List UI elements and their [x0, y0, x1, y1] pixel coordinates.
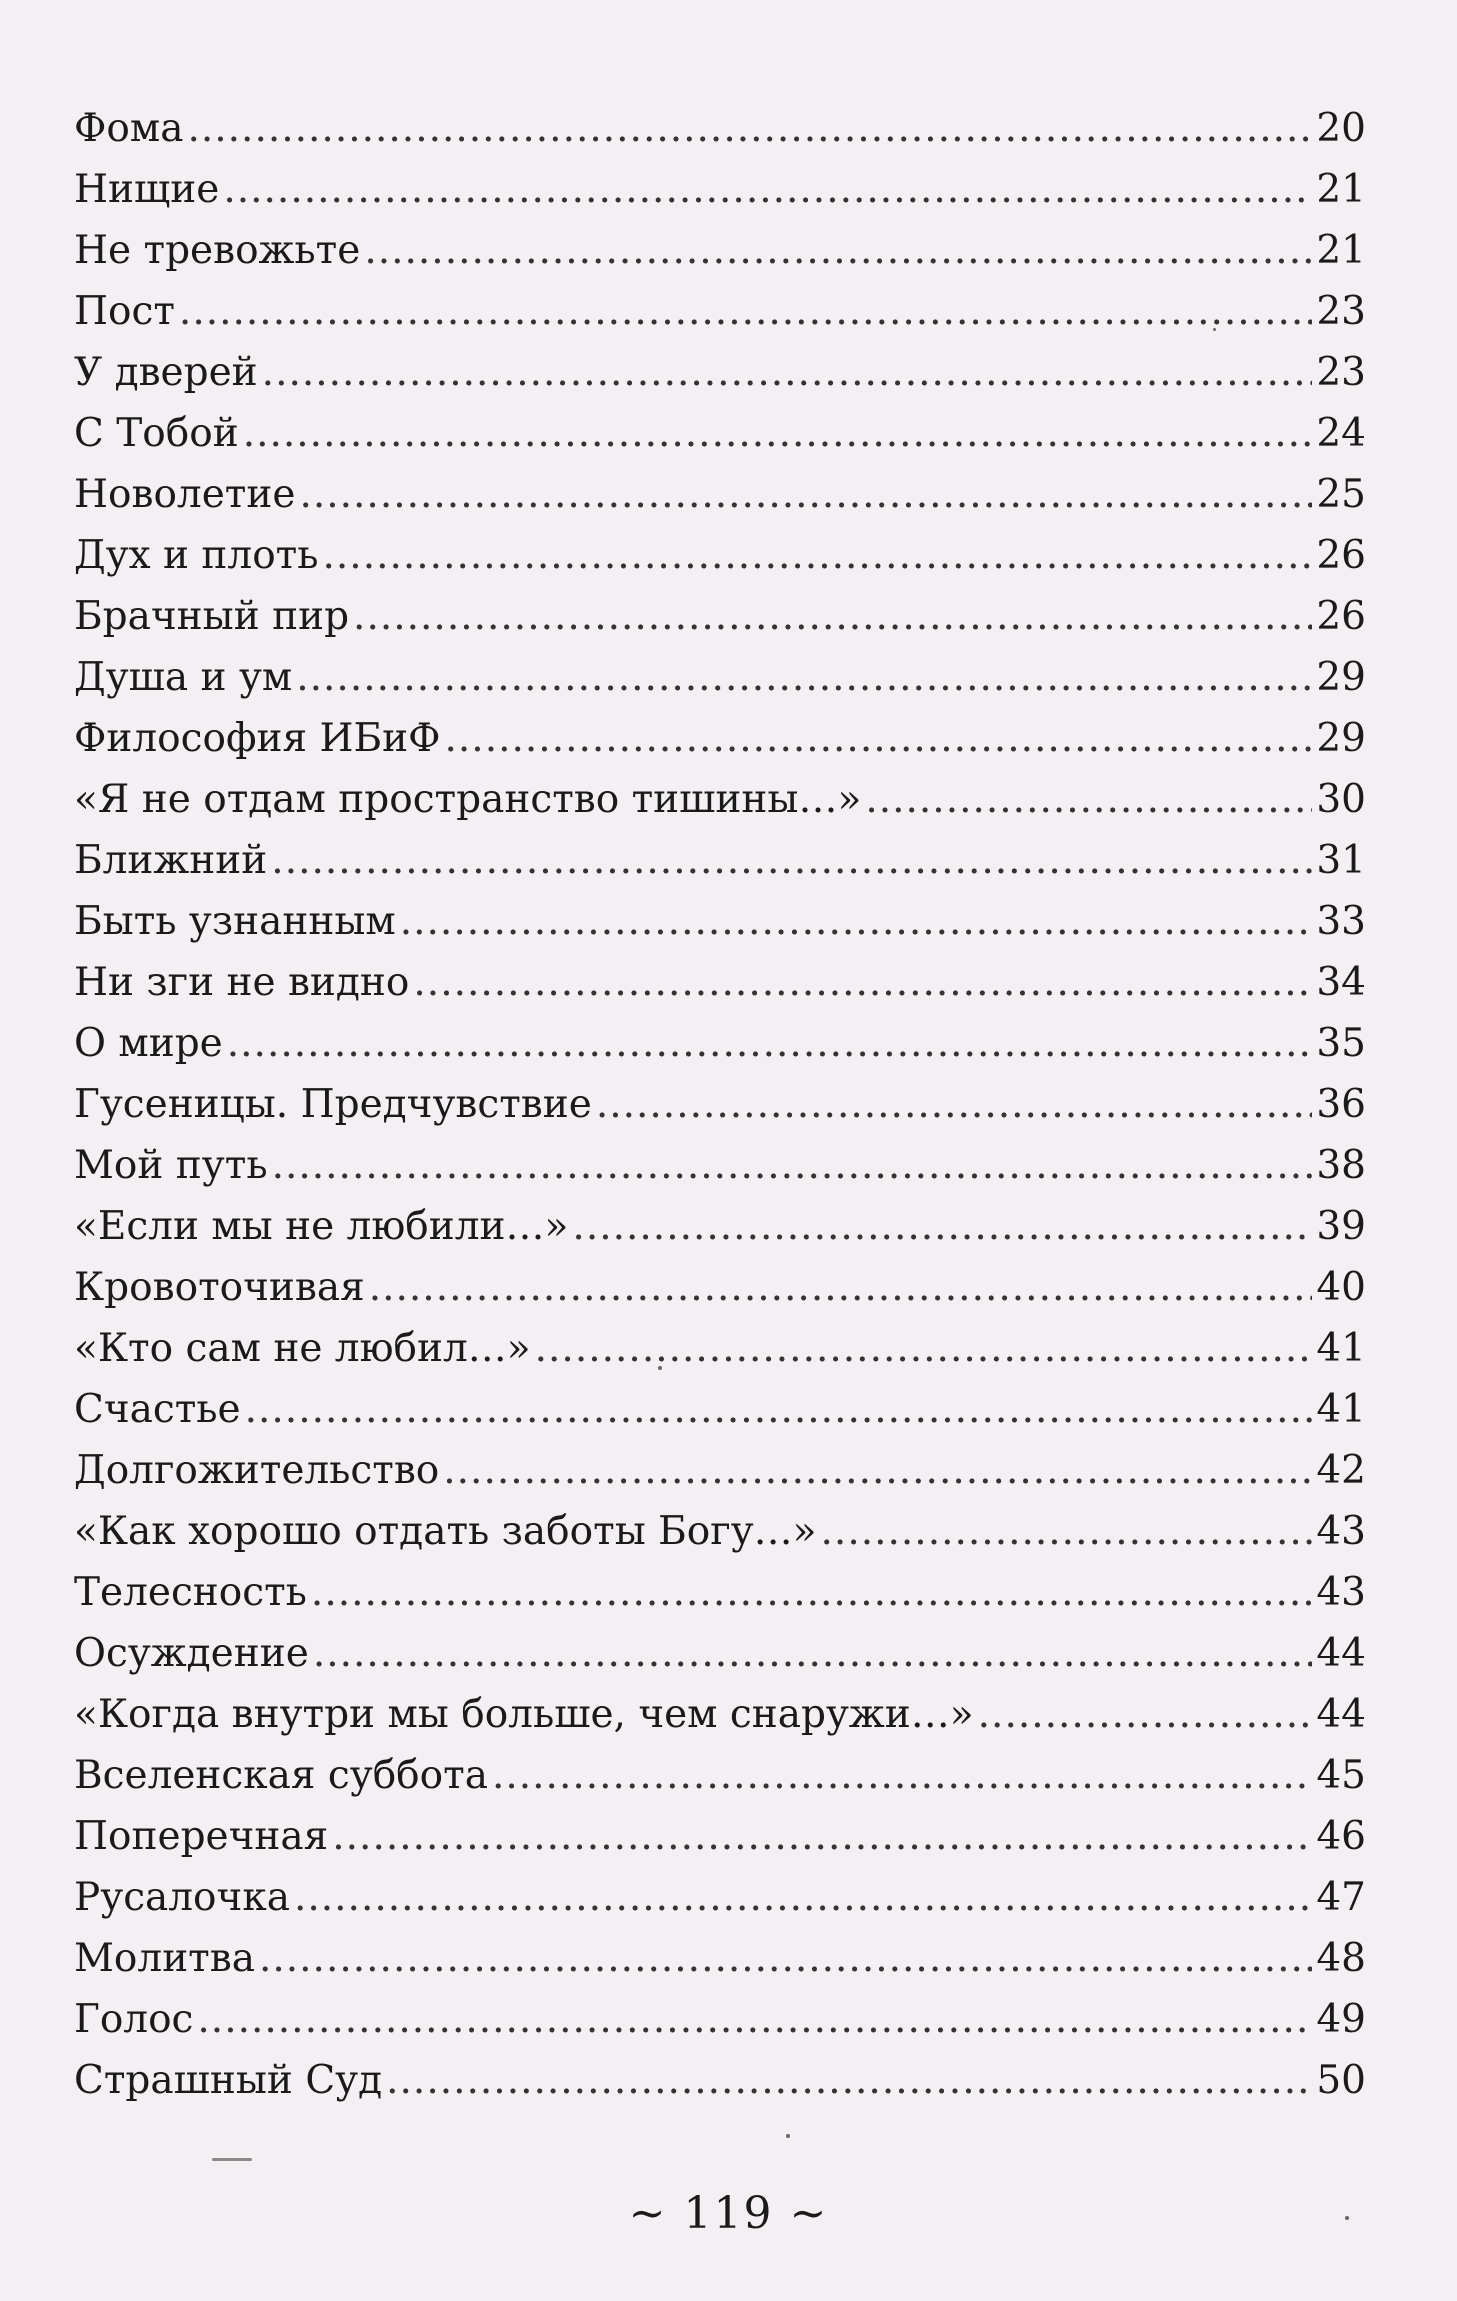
- toc-entry-title: Голос: [74, 1997, 194, 2042]
- toc-entry: [74, 708, 1366, 769]
- toc-dot-leader: [332, 1806, 1312, 1867]
- toc-entry-page-number: 50: [1316, 2058, 1366, 2103]
- toc-dot-leader: [223, 159, 1312, 220]
- toc-entry: [74, 1257, 1366, 1318]
- toc-entry-title: Ни зги не видно: [74, 960, 410, 1005]
- toc-dot-leader: [492, 1745, 1312, 1806]
- toc-entry-title: «Как хорошо отдать заботы Богу…»: [74, 1509, 817, 1554]
- toc-dot-leader: [596, 1074, 1313, 1135]
- toc-entry: [74, 647, 1366, 708]
- toc-entry-page-number: 39: [1316, 1204, 1366, 1249]
- toc-entry-title: Счастье: [74, 1387, 241, 1432]
- toc-dot-leader: [353, 586, 1312, 647]
- toc-entry-page-number: 26: [1316, 533, 1366, 578]
- paper-speck: [1345, 2216, 1349, 2220]
- toc-entry: [74, 403, 1366, 464]
- toc-dot-leader: [259, 1928, 1312, 1989]
- paper-speck: [658, 1366, 662, 1370]
- toc-entry: [74, 281, 1366, 342]
- toc-entry-page-number: 38: [1316, 1143, 1366, 1188]
- toc-entry-page-number: 48: [1316, 1936, 1366, 1981]
- toc-entry-title: Пост: [74, 289, 175, 334]
- toc-entry-page-number: 40: [1316, 1265, 1366, 1310]
- toc-dot-leader: [296, 647, 1312, 708]
- toc-entry: [74, 1867, 1366, 1928]
- toc-entry: [74, 586, 1366, 647]
- toc-entry-title: Телесность: [74, 1570, 307, 1615]
- toc-entry: [74, 1684, 1366, 1745]
- toc-entry-title: Нищие: [74, 167, 220, 212]
- toc-entry-page-number: 44: [1316, 1631, 1366, 1676]
- toc-dot-leader: [271, 830, 1312, 891]
- toc-entry-title: «Если мы не любили…»: [74, 1204, 569, 1249]
- toc-entry-page-number: 26: [1316, 594, 1366, 639]
- toc-dot-leader: [299, 464, 1312, 525]
- toc-entry: [74, 1013, 1366, 1074]
- toc-entry-title: Ближний: [74, 838, 268, 883]
- table-of-contents: [74, 98, 1366, 2111]
- toc-entry-title: Поперечная: [74, 1814, 329, 1859]
- toc-entry-title: Дух и плоть: [74, 533, 319, 578]
- toc-entry-title: «Когда внутри мы больше, чем снаружи…»: [74, 1692, 974, 1737]
- toc-entry-title: Осуждение: [74, 1631, 309, 1676]
- toc-entry-title: Долгожительство: [74, 1448, 440, 1493]
- toc-entry: [74, 342, 1366, 403]
- paper-speck: [786, 2134, 790, 2138]
- toc-dot-leader: [821, 1501, 1313, 1562]
- toc-entry: [74, 98, 1366, 159]
- paper-speck: [212, 2158, 252, 2161]
- toc-entry: [74, 891, 1366, 952]
- toc-entry: [74, 769, 1366, 830]
- toc-entry-page-number: 23: [1316, 350, 1366, 395]
- toc-entry: [74, 1501, 1366, 1562]
- toc-entry-page-number: 36: [1316, 1082, 1366, 1127]
- toc-entry-page-number: 29: [1316, 655, 1366, 700]
- toc-entry-page-number: 47: [1316, 1875, 1366, 1920]
- toc-entry-page-number: 23: [1316, 289, 1366, 334]
- toc-entry: [74, 1318, 1366, 1379]
- toc-dot-leader: [443, 1440, 1312, 1501]
- toc-entry-title: Мой путь: [74, 1143, 268, 1188]
- toc-dot-leader: [179, 281, 1312, 342]
- toc-dot-leader: [386, 2050, 1312, 2111]
- toc-entry-title: Не тревожьте: [74, 228, 361, 273]
- toc-entry-title: «Кто сам не любил…»: [74, 1326, 531, 1371]
- toc-dot-leader: [227, 1013, 1313, 1074]
- toc-dot-leader: [572, 1196, 1312, 1257]
- toc-entry: [74, 1135, 1366, 1196]
- toc-entry: [74, 1745, 1366, 1806]
- toc-entry: [74, 1562, 1366, 1623]
- toc-entry-page-number: 44: [1316, 1692, 1366, 1737]
- toc-dot-leader: [294, 1867, 1312, 1928]
- toc-entry-title: Философия ИБиФ: [74, 716, 441, 761]
- toc-entry-title: «Я не отдам пространство тишины…»: [74, 777, 862, 822]
- toc-entry: [74, 159, 1366, 220]
- toc-entry: [74, 1806, 1366, 1867]
- toc-entry-page-number: 33: [1316, 899, 1366, 944]
- toc-entry-title: Новолетие: [74, 472, 296, 517]
- toc-entry-page-number: 25: [1316, 472, 1366, 517]
- toc-dot-leader: [323, 525, 1313, 586]
- toc-dot-leader: [272, 1135, 1313, 1196]
- page-number: ~ 119 ~: [628, 2188, 829, 2239]
- toc-entry-page-number: 46: [1316, 1814, 1366, 1859]
- toc-dot-leader: [311, 1562, 1312, 1623]
- toc-entry-page-number: 21: [1316, 167, 1366, 212]
- toc-entry-page-number: 34: [1316, 960, 1366, 1005]
- toc-entry: [74, 1623, 1366, 1684]
- toc-entry-page-number: 43: [1316, 1509, 1366, 1554]
- toc-entry-title: Русалочка: [74, 1875, 290, 1920]
- toc-entry-page-number: 31: [1316, 838, 1366, 883]
- toc-entry: [74, 1074, 1366, 1135]
- toc-dot-leader: [262, 342, 1313, 403]
- toc-dot-leader: [364, 220, 1312, 281]
- toc-entry-title: Гусеницы. Предчувствие: [74, 1082, 592, 1127]
- toc-entry-page-number: 29: [1316, 716, 1366, 761]
- paper-speck: [1213, 328, 1216, 331]
- toc-dot-leader: [243, 403, 1313, 464]
- toc-entry: [74, 1379, 1366, 1440]
- toc-entry-title: Фома: [74, 106, 184, 151]
- toc-entry: [74, 2050, 1366, 2111]
- toc-entry-page-number: 45: [1316, 1753, 1366, 1798]
- toc-dot-leader: [313, 1623, 1313, 1684]
- toc-dot-leader: [369, 1257, 1313, 1318]
- toc-entry: [74, 1928, 1366, 1989]
- toc-dot-leader: [978, 1684, 1313, 1745]
- toc-entry-page-number: 30: [1316, 777, 1366, 822]
- toc-entry-page-number: 24: [1316, 411, 1366, 456]
- toc-dot-leader: [245, 1379, 1313, 1440]
- toc-entry: [74, 220, 1366, 281]
- toc-entry: [74, 830, 1366, 891]
- toc-entry: [74, 525, 1366, 586]
- toc-dot-leader: [413, 952, 1312, 1013]
- toc-dot-leader: [197, 1989, 1312, 2050]
- toc-entry-page-number: 41: [1316, 1326, 1366, 1371]
- toc-entry-title: Вселенская суббота: [74, 1753, 488, 1798]
- toc-entry: [74, 464, 1366, 525]
- toc-dot-leader: [187, 98, 1312, 159]
- toc-entry-title: Душа и ум: [74, 655, 293, 700]
- toc-entry: [74, 952, 1366, 1013]
- toc-entry-page-number: 35: [1316, 1021, 1366, 1066]
- toc-entry-page-number: 21: [1316, 228, 1366, 273]
- toc-entry-title: Молитва: [74, 1936, 255, 1981]
- toc-entry-page-number: 42: [1316, 1448, 1366, 1493]
- toc-entry-title: У дверей: [74, 350, 258, 395]
- toc-entry-title: Страшный Суд: [74, 2058, 383, 2103]
- toc-entry-title: Кровоточивая: [74, 1265, 365, 1310]
- toc-entry-page-number: 20: [1316, 106, 1366, 151]
- toc-entry-title: Быть узнанным: [74, 899, 396, 944]
- toc-dot-leader: [865, 769, 1312, 830]
- toc-entry-title: С Тобой: [74, 411, 239, 456]
- toc-entry-page-number: 49: [1316, 1997, 1366, 2042]
- toc-entry: [74, 1989, 1366, 2050]
- toc-entry-title: Брачный пир: [74, 594, 350, 639]
- toc-entry: [74, 1440, 1366, 1501]
- toc-dot-leader: [445, 708, 1313, 769]
- toc-entry-title: О мире: [74, 1021, 223, 1066]
- toc-entry: [74, 1196, 1366, 1257]
- toc-dot-leader: [400, 891, 1313, 952]
- toc-dot-leader: [535, 1318, 1313, 1379]
- toc-entry-page-number: 41: [1316, 1387, 1366, 1432]
- toc-entry-page-number: 43: [1316, 1570, 1366, 1615]
